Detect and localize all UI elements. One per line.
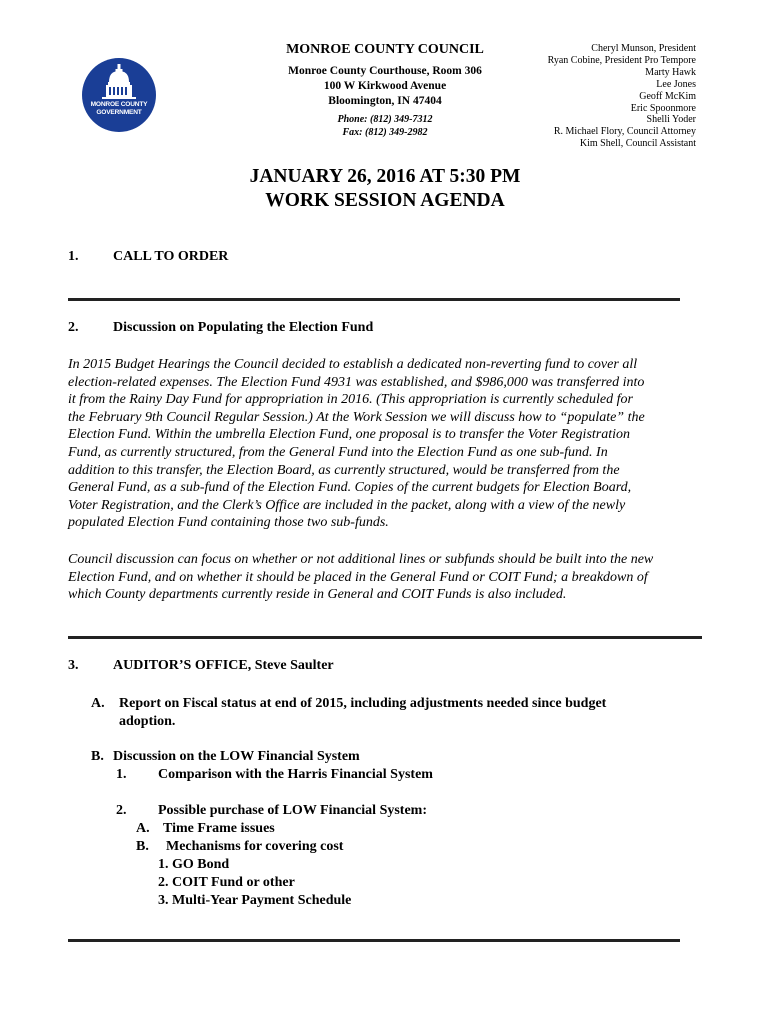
courthouse-icon [82, 58, 156, 132]
subitem-text: Comparison with the Harris Financial System [158, 767, 433, 782]
text-line: General Fund, as a sub-fund of the Election Fund. Copies of the current budgets for Election Board, [68, 480, 632, 496]
agenda-title: WORK SESSION AGENDA [265, 190, 505, 211]
subitem-number: 1. [116, 767, 127, 782]
member-name: Eric Spoonmore [630, 102, 696, 114]
section-divider [68, 636, 702, 639]
text-line: which County departments currently reside in General and COIT Funds is also included. [68, 587, 567, 603]
subitem-text: Possible purchase of LOW Financial System: [158, 803, 428, 818]
subitem-label: B. [136, 839, 149, 854]
section-divider [68, 298, 680, 301]
list-item: 3. Multi-Year Payment Schedule [158, 893, 352, 908]
text-line: Report on Fiscal status at end of 2015, including adjustments needed since budget [119, 696, 607, 711]
logo-text-line: MONROE COUNTY [90, 101, 148, 108]
list-item: 1. GO Bond [158, 857, 230, 872]
council-title: MONROE COUNTY COUNCIL [286, 42, 484, 57]
text-line: Voter Registration, and the Clerk’s Office are included in the packet, along with a view of the newly [68, 497, 626, 513]
logo-text-line: GOVERNMENT [96, 109, 142, 116]
member-name: Shelli Yoder [646, 114, 696, 126]
subitem-text [119, 695, 699, 730]
text-line: Election Fund, and on whether it should be placed in the General Fund or COIT Fund; a breakdown of [68, 569, 648, 585]
item-title: CALL TO ORDER [113, 249, 229, 264]
text-line: the February 9th Council Regular Session.) At the Work Session we will discuss how to “populate” the [68, 409, 645, 425]
item-number: 2. [68, 320, 79, 335]
section-divider [68, 939, 680, 942]
item-title: AUDITOR’S OFFICE, Steve Saulter [113, 658, 334, 673]
member-name: R. Michael Flory, Council Attorney [553, 126, 696, 138]
member-name: Lee Jones [656, 78, 696, 90]
phone-number: Phone: (812) 349-7312 [337, 114, 433, 125]
item-number: 1. [68, 249, 79, 264]
text-line: addition to this transfer, the Election Board, as currently structured, would be transferred from the [68, 462, 620, 478]
text-line: Fund, as currently structured, from the General Fund into the Election Fund as one sub-fund. In [68, 444, 608, 460]
address-line: Monroe County Courthouse, Room 306 [288, 65, 482, 77]
item-description [68, 356, 712, 532]
subitem-text: Discussion on the LOW Financial System [113, 749, 360, 764]
item-number: 3. [68, 658, 79, 673]
item-description [68, 551, 712, 604]
text-line: it from the Rainy Day Fund for appropriation in 2016. (This appropriation is currently scheduled for [68, 392, 633, 408]
address-line: Bloomington, IN 47404 [328, 95, 442, 107]
text-line: populated Election Fund containing those two sub-funds. [68, 515, 389, 531]
fax-number: Fax: (812) 349-2982 [342, 126, 428, 138]
text-line: In 2015 Budget Hearings the Council decided to establish a dedicated non-reverting fund to cover all [68, 357, 638, 372]
text-line: election-related expenses. The Election Fund 4931 was established, and $986,000 was transferred into [68, 374, 645, 390]
text-line: Council discussion can focus on whether or not additional lines or subfunds should be built into the new [68, 552, 654, 567]
council-members-list [548, 43, 696, 150]
member-name: Kim Shell, Council Assistant [579, 138, 696, 150]
subitem-text: Time Frame issues [163, 821, 275, 836]
member-name: Marty Hawk [645, 66, 696, 78]
subitem-label: B. [91, 749, 104, 764]
list-item: 2. COIT Fund or other [158, 875, 295, 890]
member-name: Cheryl Munson, President [591, 43, 696, 54]
text-line: adoption. [119, 713, 176, 729]
subitem-label: A. [91, 696, 105, 711]
meeting-date: JANUARY 26, 2016 AT 5:30 PM [249, 166, 521, 187]
council-header [236, 42, 534, 139]
subitem-text: Mechanisms for covering cost [166, 839, 344, 854]
subitem-number: 2. [116, 803, 127, 818]
member-name: Ryan Cobine, President Pro Tempore [547, 54, 696, 66]
meeting-heading [0, 165, 770, 213]
member-name: Geoff McKim [639, 90, 696, 102]
item-title: Discussion on Populating the Election Fund [113, 320, 374, 335]
text-line: Election Fund. Within the umbrella Election Fund, one proposal is to transfer the Voter Registration [68, 427, 631, 443]
subitem-label: A. [136, 821, 150, 836]
address-line: 100 W Kirkwood Avenue [323, 80, 447, 92]
county-logo [82, 58, 156, 132]
